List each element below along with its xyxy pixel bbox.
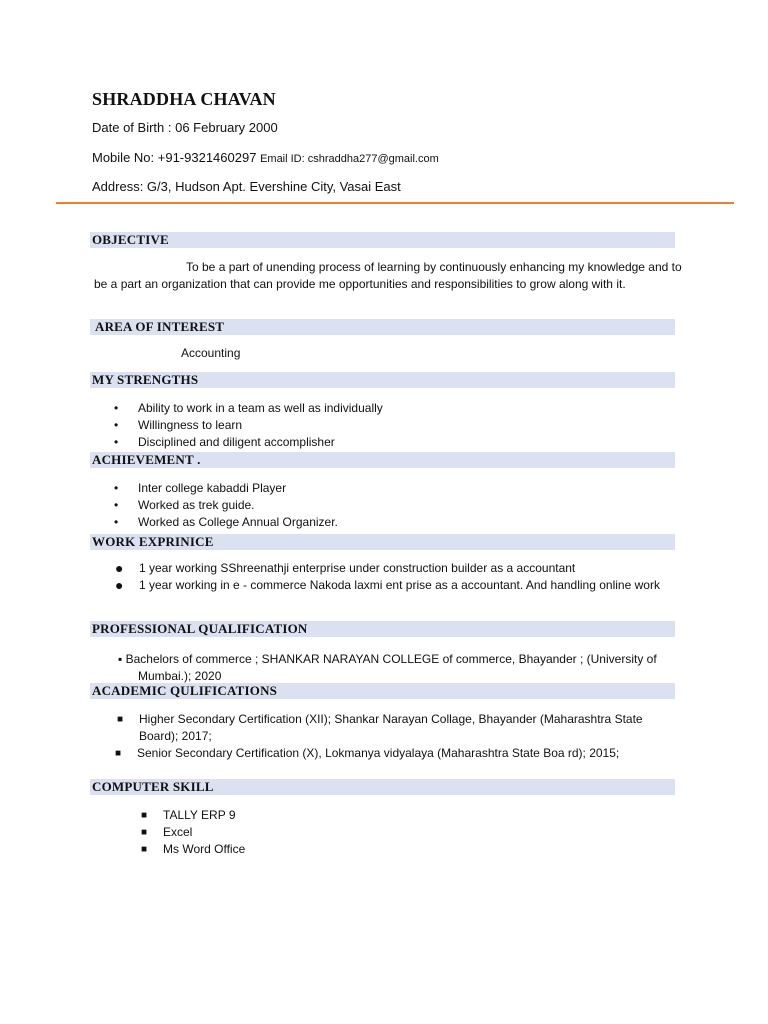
bullet-dot-icon: • (114, 401, 119, 415)
header-divider (56, 202, 734, 204)
bullet-small-icon: ▪ (118, 652, 126, 666)
achievement-list (114, 480, 338, 531)
bullet-dot-icon: • (114, 515, 119, 529)
email-id: Email ID: cshraddha277@gmail.com (260, 153, 439, 165)
section-header-computer-skill: COMPUTER SKILL (90, 779, 675, 795)
professional-item: ▪ Bachelors of commerce ; SHANKAR NARAYAN COLLEGE of commerce, Bhayander ; (University of Mumbai.); 2020 (118, 652, 657, 683)
list-item: ■ Ms Word Office (141, 842, 246, 856)
section-header-academic-qualifications: ACADEMIC QULIFICATIONS (90, 683, 675, 699)
contact-line (92, 150, 439, 165)
bullet-square-icon: ■ (141, 810, 148, 821)
bullet-square-icon: ■ (115, 748, 122, 759)
list-item: • Willingness to learn (114, 418, 243, 432)
section-header-objective: OBJECTIVE (90, 232, 675, 248)
list-item: • Worked as College Annual Organizer. (114, 515, 338, 529)
bullet-square-icon: ■ (141, 827, 148, 838)
list-item: ● 1 year working in e - commerce Nakoda laxmi ent prise as a accountant. And handling online work (115, 577, 660, 593)
section-header-work-experience: WORK EXPRINICE (90, 534, 675, 550)
section-header-professional-qualification: PROFESSIONAL QUALIFICATION (90, 621, 675, 637)
bullet-square-icon: ■ (117, 714, 124, 725)
bullet-filled-icon: ● (115, 560, 124, 576)
objective-text: To be a part of unending process of learning by continuously enhancing my knowledge and to be a part an organization that can provide me opportunities and responsibilities to grow along with it. (94, 260, 682, 291)
interest-text: Accounting (181, 346, 241, 360)
list-item: ■ Higher Secondary Certification (XII); Shankar Narayan Collage, Bhayander (Maharashtra State Board); 2017; (117, 712, 643, 743)
academic-list (115, 711, 679, 762)
date-of-birth: Date of Birth : 06 February 2000 (92, 120, 278, 135)
list-item: ■ TALLY ERP 9 (141, 808, 236, 822)
strengths-list (114, 400, 383, 451)
list-item: • Inter college kabaddi Player (114, 481, 287, 495)
computer-skill-list (141, 807, 246, 858)
bullet-dot-icon: • (114, 418, 119, 432)
list-item: • Ability to work in a team as well as individually (114, 401, 383, 415)
section-header-area-of-interest: AREA OF INTEREST (90, 319, 675, 335)
bullet-dot-icon: • (114, 481, 119, 495)
list-item: ■ Senior Secondary Certification (X), Lokmanya vidyalaya (Maharashtra State Boa rd); 2015; (115, 746, 620, 760)
list-item: • Worked as trek guide. (114, 498, 255, 512)
bullet-dot-icon: • (114, 435, 119, 449)
address: Address: G/3, Hudson Apt. Evershine City, Vasai East (92, 179, 401, 194)
list-item: ● 1 year working SShreenathji enterprise under construction builder as a accountant (115, 560, 576, 576)
bullet-filled-icon: ● (115, 577, 124, 593)
work-list (115, 560, 679, 594)
list-item: • Disciplined and diligent accomplisher (114, 435, 335, 449)
section-header-achievement: ACHIEVEMENT . (90, 452, 675, 468)
candidate-name: SHRADDHA CHAVAN (92, 89, 276, 109)
bullet-dot-icon: • (114, 498, 119, 512)
section-header-strengths: MY STRENGTHS (90, 372, 675, 388)
mobile-number: Mobile No: +91-9321460297 (92, 150, 257, 165)
list-item: ■ Excel (141, 825, 193, 839)
bullet-square-icon: ■ (141, 844, 148, 855)
